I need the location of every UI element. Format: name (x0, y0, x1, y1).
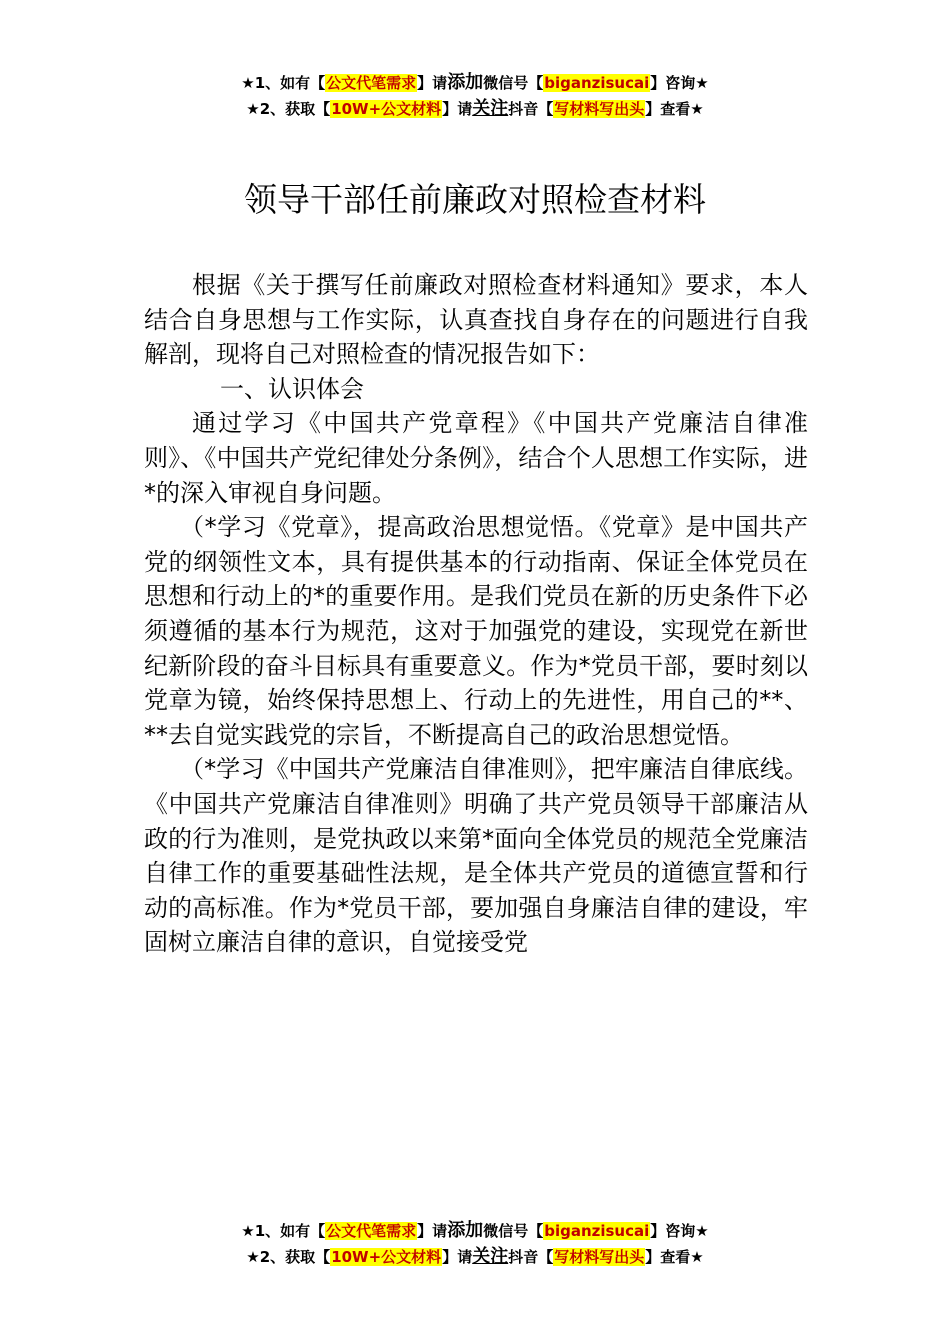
paragraph-section1: 通过学习《中国共产党章程》《中国共产党廉洁自律准则》、《中国共产党纪律处分条例》，结合个人思想工作实际，进*的深入审视自身问题。 (144, 409, 808, 507)
footer-banner (0, 1218, 950, 1270)
highlight-service: 公文代笔需求 (326, 74, 417, 92)
paragraph-intro: 根据《关于撰写任前廉政对照检查材料通知》要求，本人结合自身思想与工作实际，认真查找自身存在的问题进行自我解剖，现将自己对照检查的情况报告如下： (144, 271, 808, 369)
star-icon: ★ (695, 74, 709, 92)
star-icon: ★ (246, 100, 260, 118)
banner-line-1: ★1、如有【公文代笔需求】请添加微信号【biganzisucai】咨询★ (241, 72, 709, 93)
banner-line-2: ★2、获取【10W+公文材料】请关注抖音【写材料写出头】查看★ (246, 1246, 704, 1267)
highlight-service: 公文代笔需求 (326, 1222, 417, 1240)
highlight-douyin: 写材料写出头 (554, 100, 645, 118)
paragraph-item-1: （*学习《党章》，提高政治思想觉悟。《党章》是中国共产党的纲领性文本，具有提供基本的行动指南、保证全体党员在思想和行动上的*的重要作用。是我们党员在新的历史条件下必须遵循的基本行为规范，这对于加强党的建设，实现党在新世纪新阶段的奋斗目标具有重要意义。作为*党员干部，要时刻以党章为镜，始终保持思想上、行动上的先进性，用自己的**、**去自觉实践党的宗旨，不断提高自己的政治思想觉悟。 (144, 513, 808, 749)
star-icon: ★ (246, 1248, 260, 1266)
star-icon: ★ (690, 100, 704, 118)
star-icon: ★ (690, 1248, 704, 1266)
highlight-douyin: 写材料写出头 (554, 1248, 645, 1266)
highlight-wechat-id: biganzisucai (544, 74, 650, 92)
section-heading: 一、认识体会 (220, 374, 364, 403)
star-icon: ★ (695, 1222, 709, 1240)
banner-line-2: ★2、获取【10W+公文材料】请关注抖音【写材料写出头】查看★ (246, 98, 704, 119)
highlight-materials: 10W+公文材料 (331, 1248, 442, 1266)
highlight-wechat-id: biganzisucai (544, 1222, 650, 1240)
document-title: 领导干部任前廉政对照检查材料 (244, 180, 706, 219)
header-banner (0, 70, 950, 122)
star-icon: ★ (241, 74, 255, 92)
paragraph-item-2: （*学习《中国共产党廉洁自律准则》，把牢廉洁自律底线。《中国共产党廉洁自律准则》明确了共产党员领导干部廉洁从政的行为准则，是党执政以来第*面向全体党员的规范全党廉洁自律工作的重要基础性法规，是全体共产党员的道德宣誓和行动的高标准。作为*党员干部，要加强自身廉洁自律的建设，牢固树立廉洁自律的意识，自觉接受党 (144, 755, 808, 957)
star-icon: ★ (241, 1222, 255, 1240)
highlight-materials: 10W+公文材料 (331, 100, 442, 118)
document-body (144, 268, 808, 960)
banner-line-1: ★1、如有【公文代笔需求】请添加微信号【biganzisucai】咨询★ (241, 1220, 709, 1241)
